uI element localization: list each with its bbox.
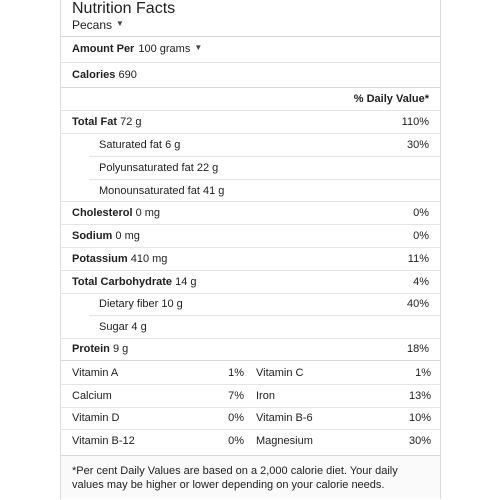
vitamin-name: Vitamin D: [72, 412, 120, 424]
amount-per-label: Amount Per: [72, 43, 135, 55]
divider: [61, 293, 440, 294]
nutrient-dv: 11%: [407, 253, 429, 265]
divider: [61, 270, 440, 271]
nutrient-amount: 9 g: [112, 343, 129, 355]
nutrient-amount: 0 mg: [115, 230, 140, 242]
vitamin-value: 1%: [228, 367, 244, 379]
vitamin-name: Vitamin C: [256, 367, 304, 379]
vitamin-value: 13%: [408, 390, 431, 402]
nutrient-dv: 40%: [406, 298, 429, 310]
nutrient-label: Total Carbohydrate: [72, 276, 173, 288]
serving-size-value: 100 grams: [138, 43, 191, 55]
divider: [61, 338, 440, 339]
daily-value-header: % Daily Value*: [353, 93, 429, 105]
divider: [61, 133, 440, 134]
vitamin-cell: [256, 367, 431, 381]
vitamin-name: Magnesium: [256, 435, 313, 447]
nutrient-dv: 30%: [406, 139, 429, 151]
nutrition-title: Nutrition Facts: [72, 0, 176, 17]
vitamin-name: Vitamin A: [72, 367, 119, 379]
nutrient-label: Total Fat: [72, 116, 118, 128]
vitamin-cell: [256, 390, 431, 404]
divider: [61, 360, 440, 361]
serving-size-selector[interactable]: [72, 43, 202, 55]
vitamin-value: 0%: [228, 412, 244, 424]
nutrient-label: Monounsaturated fat: [99, 185, 200, 197]
vitamin-cell: [72, 412, 244, 426]
nutrient-dv: 4%: [413, 276, 429, 288]
food-selector[interactable]: [72, 18, 124, 32]
vitamin-value: 7%: [228, 390, 244, 402]
vitamin-value: 0%: [228, 435, 244, 447]
vitamin-value: 1%: [415, 367, 431, 379]
food-name: Pecans: [72, 18, 113, 32]
nutrient-amount: 6 g: [165, 139, 181, 151]
caret-down-icon: ▼: [194, 43, 203, 52]
nutrient-label: Cholesterol: [72, 207, 133, 219]
divider: [61, 36, 440, 37]
divider: [61, 87, 440, 88]
divider: [61, 110, 440, 111]
nutrient-amount: 4 g: [131, 321, 147, 333]
nutrient-dv: 0%: [413, 207, 429, 219]
divider: [89, 315, 440, 316]
vitamin-cell: [72, 435, 244, 449]
nutrition-facts-card: [60, 0, 441, 499]
nutrient-amount: 72 g: [120, 116, 142, 128]
divider: [61, 247, 440, 248]
divider: [61, 407, 440, 408]
calories-label: Calories: [72, 69, 116, 81]
nutrient-dv: 18%: [406, 343, 429, 355]
nutrient-amount: 14 g: [175, 276, 197, 288]
nutrient-dv: 110%: [401, 116, 429, 128]
nutrient-label: Polyunsaturated fat: [99, 162, 194, 174]
divider: [89, 179, 440, 180]
divider: [89, 156, 440, 157]
nutrient-dv: 0%: [413, 230, 429, 242]
nutrient-label: Sodium: [72, 230, 113, 242]
divider: [61, 429, 440, 430]
nutrient-label: Protein: [72, 343, 110, 355]
nutrient-amount: 22 g: [196, 162, 219, 174]
vitamin-cell: [72, 367, 244, 381]
nutrient-amount: 10 g: [161, 298, 183, 310]
vitamin-value: 30%: [408, 435, 431, 447]
vitamin-name: Iron: [256, 390, 275, 402]
vitamin-value: 10%: [408, 412, 431, 424]
footnote-text: *Per cent Daily Values are based on a 2,000 calorie diet. Your daily values may be higher or lower depending on your calorie needs.: [72, 465, 398, 491]
divider: [61, 224, 440, 225]
vitamin-cell: [256, 412, 431, 426]
nutrient-amount: 41 g: [202, 185, 225, 197]
divider: [61, 384, 440, 385]
nutrient-amount: 0 mg: [135, 207, 161, 219]
vitamin-cell: [72, 390, 244, 404]
caret-down-icon: ▼: [116, 19, 124, 28]
divider: [61, 62, 440, 63]
vitamin-name: Calcium: [72, 390, 112, 402]
vitamin-cell: [256, 435, 431, 449]
nutrient-label: Potassium: [72, 253, 128, 265]
vitamin-name: Vitamin B-6: [256, 412, 313, 424]
divider: [61, 201, 440, 202]
nutrient-label: Dietary fiber: [99, 298, 159, 310]
nutrient-label: Sugar: [99, 321, 129, 333]
nutrient-amount: 410 mg: [130, 253, 168, 265]
nutrient-label: Saturated fat: [99, 139, 162, 151]
vitamin-name: Vitamin B-12: [72, 435, 135, 447]
calories-value: 690: [118, 69, 137, 81]
